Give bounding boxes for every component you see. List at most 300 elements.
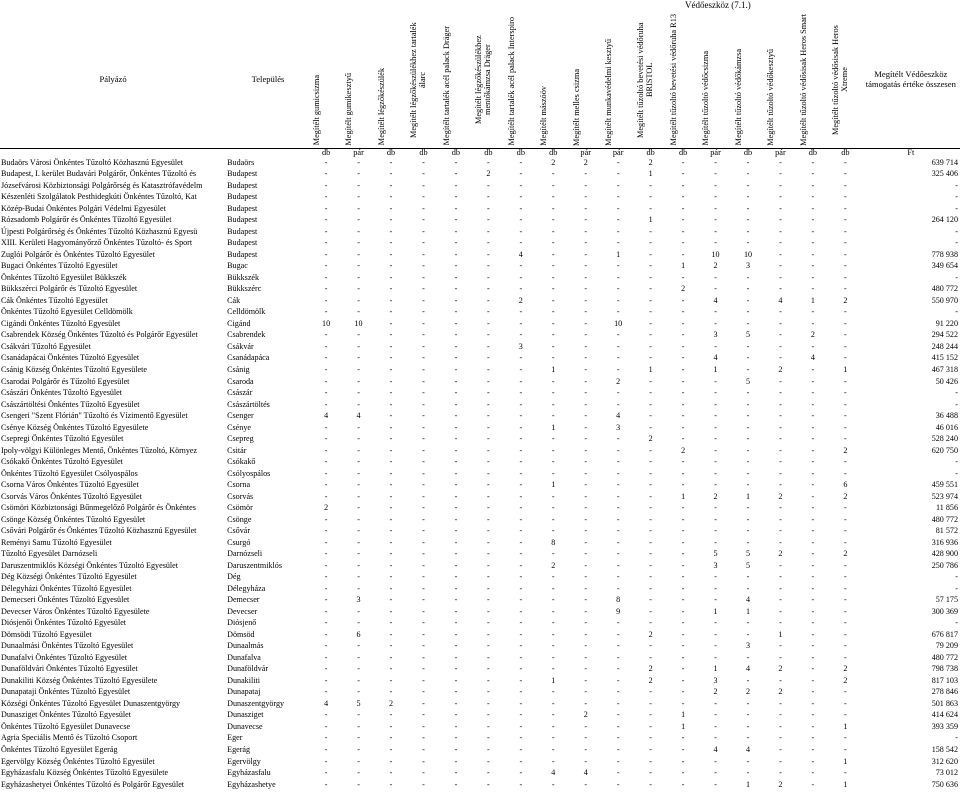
quantity-cell: - (714, 422, 717, 432)
quantity-cell: - (487, 664, 490, 674)
quantity-cell: - (487, 641, 490, 651)
quantity-cell: - (422, 572, 425, 582)
quantity-cell: - (746, 272, 750, 282)
quantity-cell: - (681, 664, 685, 674)
quantity-cell: - (649, 226, 652, 236)
quantity-cell: - (357, 733, 360, 743)
quantity-cell: - (844, 560, 847, 570)
table-row (0, 583, 960, 595)
quantity-cell: - (389, 341, 393, 351)
quantity-cell: - (324, 226, 328, 236)
unit-cell: pár (764, 148, 796, 157)
quantity-cell: - (844, 399, 847, 409)
quantity-cell: - (584, 491, 588, 501)
quantity-cell: - (357, 445, 360, 455)
total-cell: 639 714 (931, 157, 958, 167)
quantity-cell: - (422, 180, 425, 190)
quantity-cell: - (616, 226, 620, 236)
quantity-cell: - (811, 157, 815, 167)
total-cell: - (955, 572, 958, 582)
quantity-cell: - (616, 468, 620, 478)
city-name: Dunaföldvár (227, 664, 269, 674)
quantity-cell: - (422, 745, 425, 754)
quantity-cell: - (681, 526, 685, 536)
quantity-cell: - (422, 468, 425, 478)
quantity-cell: - (714, 307, 717, 317)
quantity-cell: - (811, 629, 815, 639)
quantity-cell: - (584, 549, 588, 559)
unit-cell: db (505, 148, 537, 157)
table-row (0, 272, 960, 284)
applicant-name: Önkéntes Tűzoltó Egyesület Csólyospálos (1, 468, 138, 478)
applicant-name: Rózsadomb Polgárőr és Önkéntes Tűzoltó Egyesület (1, 215, 172, 225)
quantity-cell: - (422, 710, 425, 720)
quantity-cell: 4 (551, 768, 556, 778)
quantity-cell: - (551, 457, 555, 467)
quantity-cell: - (389, 560, 393, 570)
quantity-cell: - (844, 768, 847, 778)
quantity-cell: 4 (616, 411, 621, 421)
quantity-cell: - (811, 318, 815, 328)
quantity-cell: - (649, 491, 652, 501)
quantity-cell: - (616, 721, 620, 731)
total-cell: 428 900 (931, 549, 958, 559)
quantity-cell: - (389, 664, 393, 674)
quantity-cell: - (389, 364, 393, 374)
quantity-cell: - (779, 192, 782, 202)
quantity-cell: 3 (518, 341, 523, 351)
quantity-cell: - (324, 261, 328, 271)
quantity-cell: - (487, 572, 490, 582)
quantity-cell: - (714, 169, 717, 179)
quantity-cell: - (519, 721, 523, 731)
quantity-cell: 2 (583, 157, 588, 167)
quantity-cell: - (649, 203, 652, 213)
quantity-cell: - (519, 606, 523, 616)
quantity-cell: - (324, 307, 328, 317)
quantity-cell: - (487, 721, 490, 731)
quantity-cell: - (324, 572, 328, 582)
quantity-cell: - (811, 675, 815, 685)
header-item-label: Megítélt tűzoltó védőkámzsa (733, 49, 743, 146)
quantity-cell: - (746, 399, 750, 409)
quantity-cell: - (519, 353, 523, 363)
city-name: Cigánd (227, 318, 251, 328)
quantity-cell: - (357, 249, 360, 259)
quantity-cell: - (811, 307, 815, 317)
quantity-cell: - (714, 480, 717, 490)
quantity-cell: - (519, 629, 523, 639)
quantity-cell: - (422, 330, 425, 340)
quantity-cell: 2 (843, 664, 848, 674)
quantity-cell: - (811, 583, 815, 593)
quantity-cell: - (422, 698, 425, 708)
quantity-cell: - (811, 768, 815, 778)
quantity-cell: - (714, 756, 717, 766)
quantity-cell: 2 (843, 549, 848, 559)
quantity-cell: - (519, 272, 523, 282)
quantity-cell: - (649, 353, 652, 363)
quantity-cell: - (454, 376, 458, 386)
quantity-cell: - (584, 652, 588, 662)
applicant-name: Dunaalmási Önkéntes Tűzoltó Egyesület (1, 641, 134, 651)
quantity-cell: - (844, 652, 847, 662)
city-name: Budapest (227, 203, 258, 213)
quantity-cell: - (551, 583, 555, 593)
table-row (0, 215, 960, 227)
quantity-cell: - (454, 249, 458, 259)
quantity-cell: - (519, 595, 523, 605)
quantity-cell: - (357, 652, 360, 662)
table-row (0, 387, 960, 399)
quantity-cell: - (779, 514, 782, 524)
quantity-cell: - (357, 422, 360, 432)
quantity-cell: - (681, 560, 685, 570)
quantity-cell: - (324, 745, 328, 754)
quantity-cell: 1 (713, 664, 718, 674)
quantity-cell: - (357, 203, 360, 213)
table-body (0, 157, 960, 790)
applicant-name: Csarodai Polgárőr és Tűzoltó Egyesület (1, 376, 130, 386)
unit-empty (226, 148, 310, 157)
quantity-cell: - (454, 652, 458, 662)
header-item-label: Megítélt gumicsizma (311, 75, 321, 146)
quantity-cell: - (811, 422, 815, 432)
city-name: Délegyháza (227, 583, 266, 593)
quantity-cell: - (551, 745, 555, 754)
quantity-cell: 1 (551, 480, 556, 490)
quantity-cell: - (454, 226, 458, 236)
quantity-cell: - (681, 468, 685, 478)
quantity-cell: - (844, 733, 847, 743)
quantity-cell: - (454, 261, 458, 271)
applicant-name: Bükkszérci Polgárőr és Tűzoltó Egyesület (1, 284, 138, 294)
quantity-cell: - (746, 434, 750, 444)
quantity-cell: - (357, 330, 360, 340)
quantity-cell: - (357, 457, 360, 467)
quantity-cell: - (746, 238, 750, 248)
total-cell: 300 369 (931, 606, 958, 616)
quantity-cell: - (487, 629, 490, 639)
city-name: Császár (227, 388, 253, 398)
header-item-label: Megítélt tartalék acél palack Dräger (441, 26, 451, 146)
unit-row (0, 148, 960, 157)
quantity-cell: - (779, 652, 782, 662)
total-cell: - (955, 226, 958, 236)
quantity-cell: - (454, 169, 458, 179)
quantity-cell: - (454, 295, 458, 305)
quantity-cell: - (616, 768, 620, 778)
page-title-text: Védőeszköz (7.1.) (685, 0, 751, 10)
quantity-cell: - (487, 422, 490, 432)
quantity-cell: - (779, 330, 782, 340)
quantity-cell: - (811, 169, 815, 179)
quantity-cell: - (584, 721, 588, 731)
quantity-cell: - (811, 238, 815, 248)
quantity-cell: - (422, 583, 425, 593)
quantity-cell: - (844, 434, 847, 444)
quantity-cell: - (681, 514, 685, 524)
applicant-name: Csorna Város Önkéntes Tűzoltó Egyesület (1, 480, 139, 490)
quantity-cell: - (746, 629, 750, 639)
applicant-name: Diósjenői Önkéntes Tűzoltó Egyesület (1, 618, 127, 628)
quantity-cell: - (551, 411, 555, 421)
quantity-cell: - (357, 768, 360, 778)
quantity-cell: - (811, 364, 815, 374)
quantity-cell: - (551, 388, 555, 398)
quantity-cell: - (454, 549, 458, 559)
table-row (0, 341, 960, 353)
quantity-cell: - (616, 388, 620, 398)
quantity-cell: - (519, 468, 523, 478)
quantity-cell: - (389, 779, 393, 789)
quantity-cell: - (519, 549, 523, 559)
quantity-cell: - (357, 664, 360, 674)
quantity-cell: - (422, 226, 425, 236)
city-name: Bükkszék (227, 272, 260, 282)
quantity-cell: - (811, 710, 815, 720)
total-cell: - (955, 272, 958, 282)
quantity-cell: - (811, 560, 815, 570)
quantity-cell: - (454, 675, 458, 685)
quantity-cell: 1 (551, 675, 556, 685)
quantity-cell: 2 (843, 491, 848, 501)
applicant-name: Reményi Samu Tűzoltó Egyesület (1, 537, 112, 547)
quantity-cell: - (324, 399, 328, 409)
quantity-cell: - (746, 537, 750, 547)
quantity-cell: - (422, 307, 425, 317)
quantity-cell: - (616, 364, 620, 374)
quantity-cell: - (779, 756, 782, 766)
quantity-cell: - (584, 606, 588, 616)
quantity-cell: - (616, 652, 620, 662)
quantity-cell: - (746, 215, 750, 225)
quantity-cell: - (487, 445, 490, 455)
quantity-cell: - (681, 388, 685, 398)
quantity-cell: - (616, 307, 620, 317)
quantity-cell: - (649, 606, 652, 616)
quantity-cell: - (714, 618, 717, 628)
quantity-cell: - (616, 272, 620, 282)
applicant-name: Csönge Község Önkéntes Tűzoltó Egyesület (1, 514, 146, 524)
total-cell: 79 209 (935, 641, 958, 651)
quantity-cell: - (714, 629, 717, 639)
quantity-cell: - (584, 295, 588, 305)
quantity-cell: - (487, 157, 490, 167)
quantity-cell: - (844, 330, 847, 340)
quantity-cell: - (649, 307, 652, 317)
quantity-cell: - (811, 549, 815, 559)
quantity-cell: - (324, 687, 328, 697)
quantity-cell: - (681, 192, 685, 202)
quantity-cell: - (746, 180, 750, 190)
unit-cell: pár (602, 148, 634, 157)
quantity-cell: - (584, 664, 588, 674)
quantity-cell: - (454, 537, 458, 547)
quantity-cell: - (681, 249, 685, 259)
quantity-cell: 2 (713, 491, 718, 501)
table-row (0, 433, 960, 445)
quantity-cell: - (422, 434, 425, 444)
quantity-cell: - (779, 399, 782, 409)
quantity-cell: - (779, 595, 782, 605)
quantity-cell: - (357, 364, 360, 374)
total-cell: - (955, 399, 958, 409)
quantity-cell: - (844, 249, 847, 259)
quantity-cell: - (714, 180, 717, 190)
quantity-cell: - (714, 768, 717, 778)
quantity-cell: - (584, 698, 588, 708)
quantity-cell: - (746, 457, 750, 467)
total-cell: 528 240 (931, 434, 958, 444)
quantity-cell: - (779, 434, 782, 444)
quantity-cell: - (649, 341, 652, 351)
quantity-cell: - (357, 583, 360, 593)
quantity-cell: 1 (551, 364, 556, 374)
quantity-cell: - (389, 629, 393, 639)
quantity-cell: - (454, 779, 458, 789)
quantity-cell: - (519, 652, 523, 662)
quantity-cell: - (324, 238, 328, 248)
quantity-cell: - (811, 491, 815, 501)
total-cell: 294 522 (931, 330, 958, 340)
quantity-cell: - (357, 606, 360, 616)
quantity-cell: - (584, 560, 588, 570)
quantity-cell: - (357, 549, 360, 559)
quantity-cell: - (487, 388, 490, 398)
quantity-cell: 2 (843, 675, 848, 685)
quantity-cell: - (714, 503, 717, 513)
quantity-cell: - (487, 203, 490, 213)
table-row (0, 618, 960, 630)
total-cell: - (955, 307, 958, 317)
quantity-cell: 10 (614, 318, 623, 328)
quantity-cell: - (649, 445, 652, 455)
quantity-cell: - (551, 215, 555, 225)
quantity-cell: - (811, 341, 815, 351)
quantity-cell: - (324, 249, 328, 259)
total-cell: 81 572 (935, 526, 958, 536)
total-cell: 264 120 (931, 215, 958, 225)
quantity-cell: - (616, 180, 620, 190)
quantity-cell: - (324, 768, 328, 778)
quantity-cell: - (616, 203, 620, 213)
applicant-name: Ipoly-völgyi Különleges Mentő, Önkéntes Tűzoltó, Környez (1, 445, 198, 455)
quantity-cell: - (681, 503, 685, 513)
quantity-cell: - (422, 664, 425, 674)
quantity-cell: - (714, 411, 717, 421)
total-cell: 523 974 (931, 491, 958, 501)
quantity-cell: - (551, 687, 555, 697)
city-name: Darnózseli (227, 549, 263, 559)
quantity-cell: 3 (745, 261, 751, 271)
quantity-cell: - (389, 180, 393, 190)
table-row (0, 422, 960, 434)
quantity-cell: - (844, 503, 847, 513)
quantity-cell: - (357, 238, 360, 248)
quantity-cell: - (584, 618, 588, 628)
quantity-cell: - (649, 272, 652, 282)
quantity-cell: - (779, 572, 782, 582)
quantity-cell: - (779, 480, 782, 490)
quantity-cell: 1 (713, 364, 718, 374)
quantity-cell: - (844, 261, 847, 271)
applicant-name: Cigándi Önkéntes Tűzoltó Egyesület (1, 318, 121, 328)
quantity-cell: - (519, 537, 523, 547)
quantity-cell: - (519, 756, 523, 766)
quantity-cell: - (422, 779, 425, 789)
city-name: Csitár (227, 445, 247, 455)
quantity-cell: 2 (713, 261, 718, 271)
quantity-cell: - (422, 560, 425, 570)
quantity-cell: - (324, 606, 328, 616)
quantity-cell: - (649, 480, 652, 490)
total-cell: 46 016 (935, 422, 958, 432)
quantity-cell: - (454, 618, 458, 628)
quantity-cell: - (487, 491, 490, 501)
quantity-cell: - (649, 399, 652, 409)
header-item-label: Megítélt légzőkészülékhez tartalék álarc (409, 21, 428, 138)
quantity-cell: 4 (713, 745, 718, 754)
quantity-cell: - (519, 157, 523, 167)
quantity-cell: - (746, 203, 750, 213)
quantity-cell: - (551, 399, 555, 409)
quantity-cell: - (551, 606, 555, 616)
quantity-cell: - (519, 675, 523, 685)
quantity-cell: - (811, 652, 815, 662)
total-cell: 676 817 (931, 629, 958, 639)
quantity-cell: - (746, 445, 750, 455)
quantity-cell: 10 (743, 249, 753, 259)
header-applicant: Pályázó (99, 73, 127, 84)
quantity-cell: - (389, 422, 393, 432)
applicant-name: Daruszentmiklós Községi Önkéntes Tűzoltó Egyesület (1, 560, 178, 570)
quantity-cell: - (519, 560, 523, 570)
quantity-cell: - (616, 733, 620, 743)
applicant-name: Devecser Város Önkéntes Tűzoltó Egyesülete (1, 606, 150, 616)
quantity-cell: - (487, 238, 490, 248)
quantity-cell: - (324, 445, 328, 455)
quantity-cell: - (422, 364, 425, 374)
quantity-cell: 1 (713, 606, 718, 616)
applicant-name: Önkéntes Tűzoltó Egyesület Bükkszék (1, 272, 127, 282)
applicant-name: Újpesti Polgárőrség és Önkéntes Tűzoltó Közhasznú Egyesü (1, 226, 198, 236)
quantity-cell: 2 (745, 687, 751, 697)
quantity-cell: - (714, 318, 717, 328)
quantity-cell: - (422, 422, 425, 432)
applicant-name: Bugaci Önkéntes Tűzoltó Egyesület (1, 261, 118, 271)
quantity-cell: - (681, 215, 685, 225)
quantity-cell: - (422, 192, 425, 202)
quantity-cell: - (649, 572, 652, 582)
quantity-cell: - (454, 687, 458, 697)
quantity-cell: - (454, 733, 458, 743)
quantity-cell: - (487, 376, 490, 386)
quantity-cell: - (422, 238, 425, 248)
quantity-cell: - (616, 457, 620, 467)
quantity-cell: - (422, 341, 425, 351)
quantity-cell: - (454, 606, 458, 616)
quantity-cell: - (681, 422, 685, 432)
quantity-cell: - (584, 595, 588, 605)
quantity-cell: - (616, 779, 620, 789)
quantity-cell: - (649, 261, 652, 271)
city-name: Dunaalmás (227, 641, 264, 651)
table-row (0, 203, 960, 215)
quantity-cell: - (357, 376, 360, 386)
quantity-cell: 3 (713, 560, 718, 570)
quantity-cell: - (487, 226, 490, 236)
